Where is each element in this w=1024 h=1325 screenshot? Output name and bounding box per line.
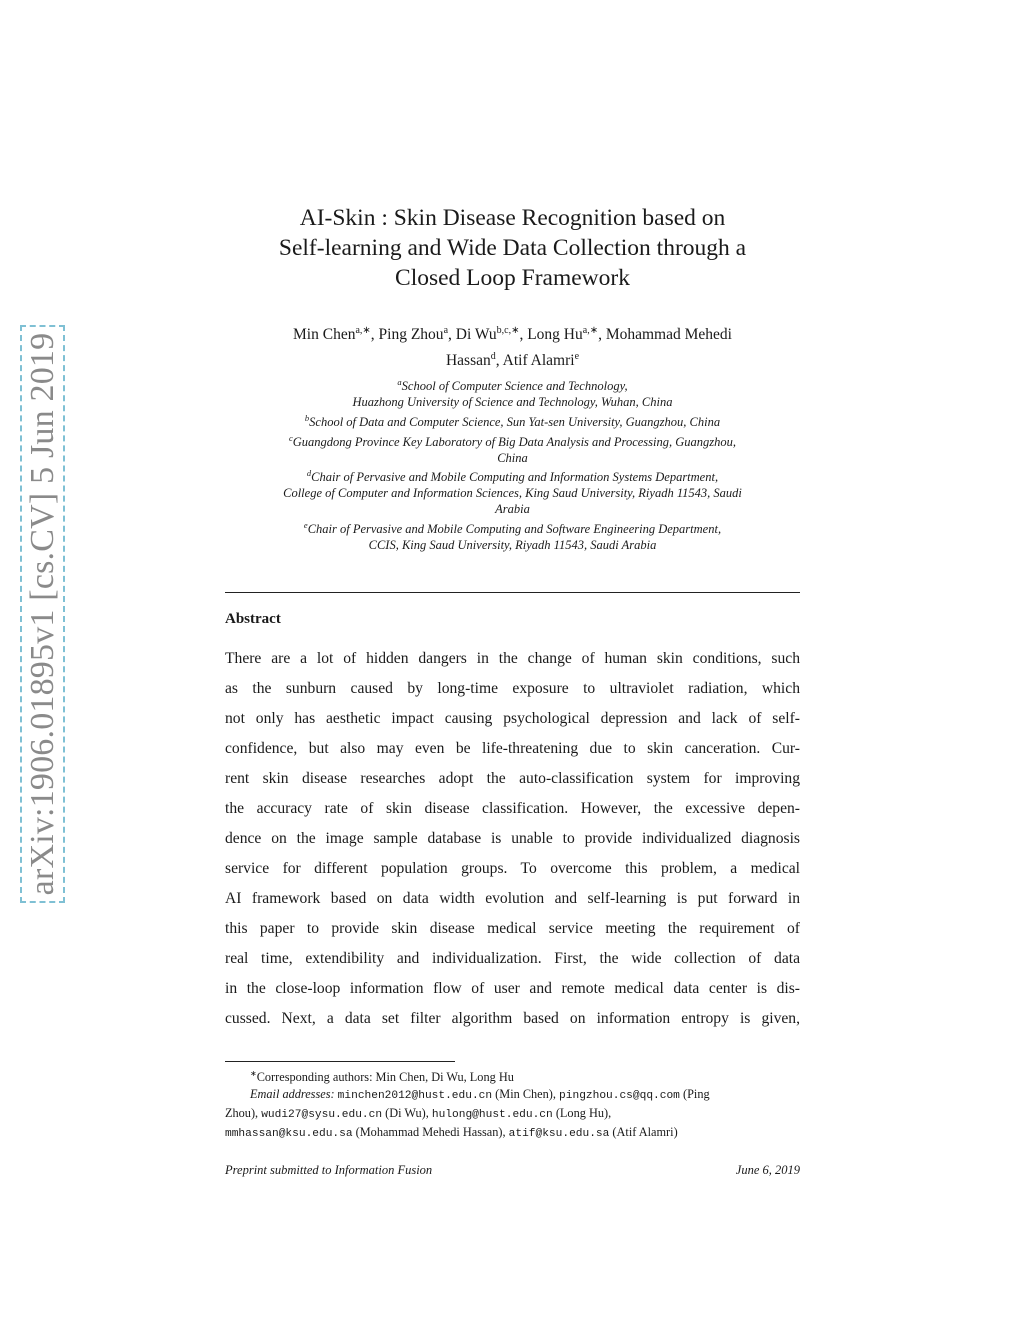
- footnote-marker: ∗: [250, 1069, 257, 1078]
- author-name: Hassan: [445, 352, 491, 370]
- title-line: AI-Skin : Skin Disease Recognition based on: [299, 205, 726, 231]
- abstract-line: the accuracy rate of skin disease classification. However, the excessive depen-: [225, 800, 800, 817]
- email-owner: (Mohammad Mehedi Hassan),: [352, 1125, 509, 1140]
- author-affil-marker: a,∗: [355, 325, 371, 336]
- email-owner: (Min Chen),: [492, 1087, 560, 1102]
- abstract-line: rent skin disease researches adopt the auto-classification system for improving: [225, 770, 800, 787]
- affiliation-line: CCIS, King Saud University, Riyadh 11543, Saudi Arabia: [368, 537, 657, 552]
- affiliation-line: [210, 375, 815, 395]
- email-address[interactable]: pingzhou.cs@qq.com: [559, 1090, 680, 1103]
- affiliation-line: China: [497, 450, 528, 465]
- paper-title: [225, 203, 800, 293]
- page-footer: [225, 1163, 800, 1178]
- affiliation-text: Guangdong Province Key Laboratory of Big Data Analysis and Processing, Guangzhou,: [292, 434, 737, 449]
- affiliation-line: [210, 518, 815, 538]
- arxiv-stamp: [20, 325, 65, 903]
- affil-marker: c: [288, 432, 293, 443]
- author-name: , Mohammad Mehedi: [598, 326, 732, 344]
- author-name: Min Chen: [293, 326, 356, 344]
- email-owner: (Long Hu),: [552, 1106, 612, 1121]
- abstract-line: this paper to provide skin disease medical service meeting the requirement of: [225, 920, 800, 937]
- affil-marker: e: [303, 520, 308, 530]
- abstract-line: AI framework based on data width evolution and self-learning is put forward in: [225, 890, 800, 907]
- email-owner: (Di Wu),: [382, 1106, 432, 1121]
- abstract-heading: Abstract: [225, 611, 281, 627]
- author-affil-marker: a,∗: [582, 325, 599, 336]
- email-address[interactable]: hulong@hust.edu.cn: [431, 1109, 553, 1122]
- email-owner: (Ping: [679, 1087, 710, 1102]
- footnote-line: [225, 1065, 800, 1086]
- title-line: Self-learning and Wide Data Collection through a: [278, 235, 747, 261]
- affiliation-line: [210, 466, 815, 486]
- abstract-line: service for different population groups. To overcome this problem, a medical: [225, 860, 800, 877]
- email-address[interactable]: minchen2012@hust.edu.cn: [337, 1090, 493, 1103]
- abstract-line: in the close-loop information flow of user and remote medical data center is dis-: [225, 980, 800, 997]
- affiliation-text: Chair of Pervasive and Mobile Computing and Information Systems Department,: [311, 470, 719, 485]
- preprint-note: Preprint submitted to Information Fusion: [225, 1163, 433, 1177]
- abstract-line: There are a lot of hidden dangers in the change of human skin conditions, such: [225, 650, 800, 667]
- author-name: , Atif Alamri: [495, 352, 575, 370]
- author-affil-marker: d: [490, 351, 496, 363]
- email-owner: (Atif Alamri): [609, 1125, 678, 1140]
- abstract-line: cussed. Next, a data set filter algorithm based on information entropy is given,: [225, 1010, 800, 1027]
- affiliation-line: Huazhong University of Science and Technology, Wuhan, China: [352, 394, 673, 409]
- affiliation-text: School of Data and Computer Science, Sun Yat-sen University, Guangzhou, China: [309, 414, 721, 429]
- arxiv-identifier: arXiv:1906.01895v1 [cs.CV] 5 Jun 2019: [23, 332, 61, 896]
- affil-marker: d: [306, 468, 312, 479]
- footnote-line: [225, 1086, 800, 1105]
- affil-marker: a: [397, 377, 402, 387]
- affiliation-line: [210, 411, 815, 431]
- affil-marker: b: [304, 412, 310, 423]
- email-owner: Zhou),: [225, 1106, 262, 1121]
- email-label: Email addresses:: [250, 1087, 335, 1102]
- author-name: , Ping Zhou: [370, 326, 444, 344]
- footnote: [225, 1065, 800, 1143]
- abstract-body: [225, 648, 800, 1038]
- abstract-line: not only has aesthetic impact causing psychological depression and lack of self-: [225, 710, 800, 727]
- preprint-date: June 6, 2019: [735, 1163, 800, 1177]
- affiliation-line: [210, 431, 815, 451]
- footnote-divider: [225, 1061, 455, 1062]
- author-line: [225, 346, 800, 372]
- title-line: Closed Loop Framework: [395, 265, 630, 291]
- corresponding-authors: Corresponding authors: Min Chen, Di Wu, Long Hu: [256, 1070, 514, 1085]
- email-address[interactable]: wudi27@sysu.edu.cn: [261, 1109, 383, 1122]
- footnote-line: [225, 1124, 800, 1143]
- author-name: , Di Wu: [448, 326, 497, 344]
- email-address[interactable]: mmhassan@ksu.edu.sa: [225, 1128, 353, 1141]
- abstract-line: real time, extendibility and individualization. First, the wide collection of data: [225, 950, 800, 967]
- author-affil-marker: a: [443, 325, 449, 336]
- email-address[interactable]: atif@ksu.edu.sa: [508, 1128, 610, 1141]
- author-name: , Long Hu: [519, 326, 583, 344]
- affiliation-line: Arabia: [495, 502, 530, 517]
- abstract-divider: [225, 592, 800, 593]
- abstract-line: as the sunburn caused by long-time exposure to ultraviolet radiation, which: [225, 680, 800, 697]
- author-affil-marker: b,c,∗: [496, 325, 520, 336]
- affiliation-text: School of Computer Science and Technology,: [401, 379, 628, 394]
- abstract-line: confidence, but also may even be life-threatening due to skin canceration. Cur-: [225, 740, 800, 757]
- author-list: [225, 320, 800, 372]
- abstract-line: dence on the image sample database is unable to provide individualized diagnosis: [225, 830, 800, 847]
- affiliation-line: College of Computer and Information Sciences, King Saud University, Riyadh 11543, Saudi: [283, 486, 742, 501]
- author-line: [225, 320, 800, 346]
- affiliations: [210, 375, 815, 554]
- author-affil-marker: e: [574, 351, 580, 363]
- affiliation-text: Chair of Pervasive and Mobile Computing and Software Engineering Department,: [307, 522, 722, 537]
- footnote-line: [225, 1105, 800, 1124]
